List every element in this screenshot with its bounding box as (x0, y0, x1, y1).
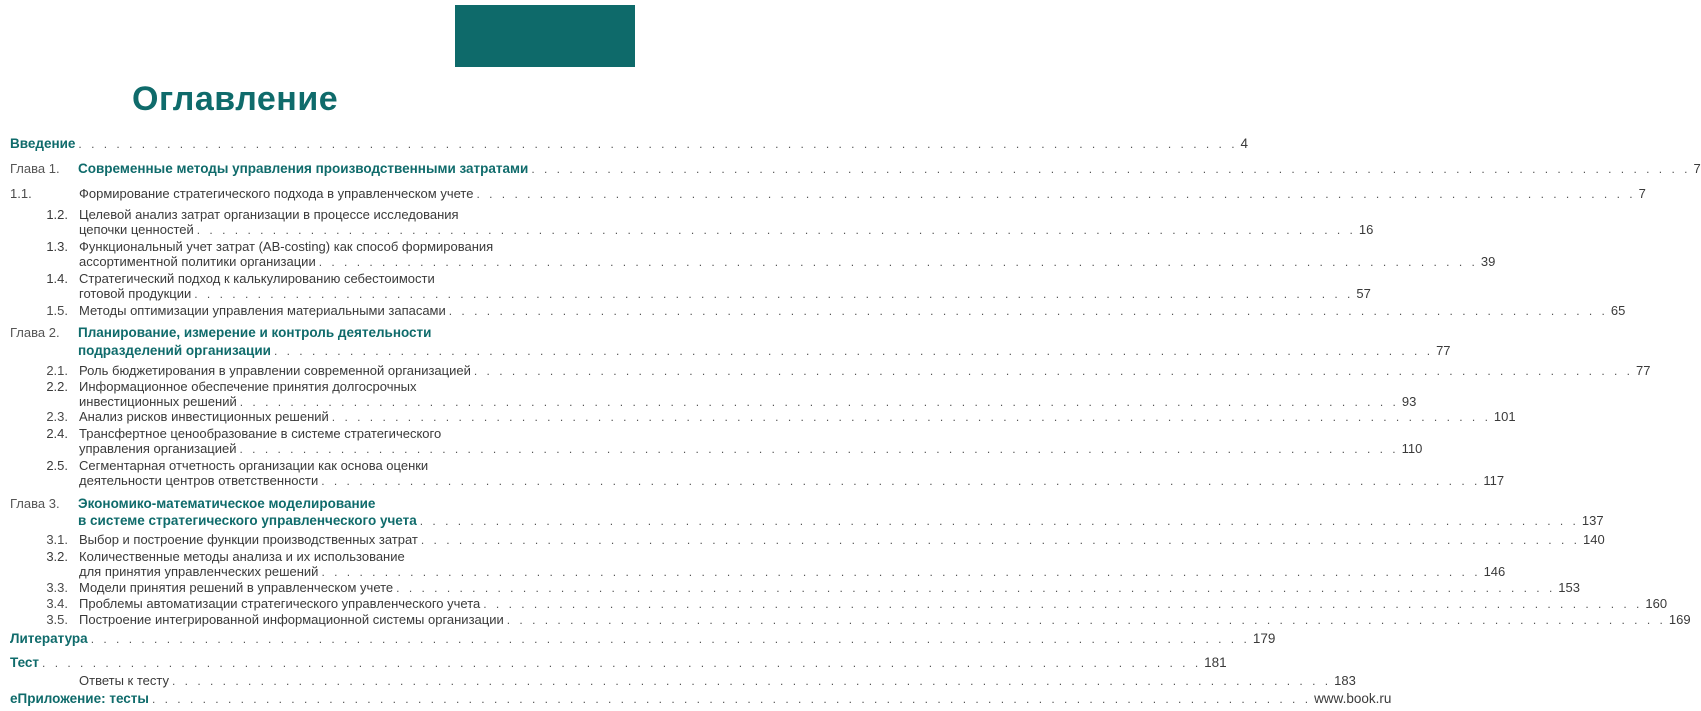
section-title: Трансфертное ценообразование в системе стратегического (79, 426, 442, 441)
leader-dots: . . . . . . . . . . . . . . . . . . . . . . . . . . . . . . . . . . . . . . . . . . . . . . . . . . . . . . . . . . . . . . . . . . . . . . . . . . . . . . . . . . . . . . . . . . . . (318, 255, 1478, 269)
leader-dots: . . . . . . . . . . . . . . . . . . . . . . . . . . . . . . . . . . . . . . . . . . . . . . . . . . . . . . . . . . . . . . . . . . . . . . . . . . . . . . . . . . . . . . . . . . . . (321, 474, 1481, 488)
toc-section-1-4-line1 (38, 272, 435, 286)
page-number: 77 (1636, 363, 1651, 378)
page-number: 77 (1436, 343, 1451, 358)
toc-entry-label: Введение (10, 136, 76, 151)
chapter-title-cont: подразделений организации (78, 343, 271, 358)
section-number: 2.3. (46, 409, 68, 424)
leader-dots: . . . . . . . . . . . . . . . . . . . . . . . . . . . . . . . . . . . . . . . . . . . . . . . . . . . . . . . . . . . . . . . . . . . . . . . . . . . . . . . . . . . . . . . . . . . . (171, 674, 1332, 688)
section-number: 3.4. (46, 596, 68, 611)
appendix-url-link[interactable]: www.book.ru (1314, 691, 1392, 706)
toc-section-3-2-line1 (38, 550, 405, 564)
page-number: 160 (1645, 596, 1668, 611)
toc-section-1-3-line1 (38, 240, 493, 254)
toc-chapter-2[interactable] (78, 343, 1451, 358)
page-number: 65 (1610, 303, 1626, 318)
toc-entry-literature[interactable] (10, 631, 1276, 646)
section-title-cont: управления организацией (79, 441, 237, 456)
section-title: Выбор и построение функции производственных затрат (79, 532, 418, 547)
chapter-number: Глава 2. (10, 325, 60, 340)
page-number: 169 (1668, 612, 1691, 627)
toc-section-3-5[interactable] (38, 612, 1691, 627)
toc-entry-appendix[interactable] (10, 691, 1392, 706)
leader-dots: . . . . . . . . . . . . . . . . . . . . . . . . . . . . . . . . . . . . . . . . . . . . . . . . . . . . . . . . . . . . . . . . . . . . . . . . . . . . . . . . . . . . . . . . . . . . (90, 632, 1250, 646)
leader-dots: . . . . . . . . . . . . . . . . . . . . . . . . . . . . . . . . . . . . . . . . . . . . . . . . . . . . . . . . . . . . . . . . . . . . . . . . . . . . . . . . . . . . . . . . . . . . (42, 656, 1202, 670)
section-title: Целевой анализ затрат организации в процессе исследования (79, 207, 459, 222)
toc-section-3-2[interactable] (79, 564, 1506, 579)
leader-dots: . . . . . . . . . . . . . . . . . . . . . . . . . . . . . . . . . . . . . . . . . . . . . . . . . . . . . . . . . . . . . . . . . . . . . . . . . . . . . . . . . . . . . . . . . . . . (78, 137, 1238, 151)
page-number: 7 (1638, 186, 1646, 201)
section-title-cont: готовой продукции (79, 286, 192, 301)
section-number: 2.5. (46, 458, 68, 473)
section-number: 3.3. (46, 580, 68, 595)
toc-section-2-4[interactable] (79, 441, 1423, 456)
leader-dots: . . . . . . . . . . . . . . . . . . . . . . . . . . . . . . . . . . . . . . . . . . . . . . . . . . . . . . . . . . . . . . . . . . . . . . . . . . . . . . . . . . . . . . . . . . . . (473, 364, 1633, 378)
toc-entry-label: Ответы к тесту (79, 673, 169, 688)
toc-chapter-1[interactable] (10, 161, 1701, 176)
leader-dots: . . . . . . . . . . . . . . . . . . . . . . . . . . . . . . . . . . . . . . . . . . . . . . . . . . . . . . . . . . . . . . . . . . . . . . . . . . . . . . . . . . . . . . . . . . . . (196, 223, 1356, 237)
toc-section-2-5[interactable] (79, 473, 1505, 488)
page-number: 4 (1240, 136, 1249, 151)
leader-dots: . . . . . . . . . . . . . . . . . . . . . . . . . . . . . . . . . . . . . . . . . . . . . . . . . . . . . . . . . . . . . . . . . . . . . . . . . . . . . . . . . . . . . . . . . . . . (483, 597, 1643, 611)
section-title: Функциональный учет затрат (AB-costing) как способ формирования (79, 239, 494, 254)
leader-dots: . . . . . . . . . . . . . . . . . . . . . . . . . . . . . . . . . . . . . . . . . . . . . . . . . . . . . . . . . . . . . . . . . . . . . . . . . . . . . . . . . . . . . . . . . . . . (420, 533, 1580, 547)
page-number: 153 (1558, 580, 1580, 595)
chapter-title: Экономико-математическое моделирование (78, 496, 376, 511)
toc-chapter-3-line1 (10, 497, 375, 511)
page-number: 101 (1493, 409, 1516, 424)
chapter-number: Глава 1. (10, 161, 60, 176)
toc-entry-label: Тест (10, 655, 40, 670)
section-title: Модели принятия решений в управленческом учете (79, 580, 394, 595)
leader-dots: . . . . . . . . . . . . . . . . . . . . . . . . . . . . . . . . . . . . . . . . . . . . . . . . . . . . . . . . . . . . . . . . . . . . . . . . . . . . . . . . . . . . . . . . . . . . (331, 410, 1491, 424)
chapter-title-cont: в системе стратегического управленческого учета (78, 513, 417, 528)
toc-section-1-4[interactable] (79, 286, 1371, 301)
toc-entry-intro[interactable] (10, 136, 1249, 151)
leader-dots: . . . . . . . . . . . . . . . . . . . . . . . . . . . . . . . . . . . . . . . . . . . . . . . . . . . . . . . . . . . . . . . . . . . . . . . . . . . . . . . . . . . . . . . . . . . . (419, 514, 1579, 528)
page-title: Оглавление (132, 80, 339, 118)
chapter-number: Глава 3. (10, 496, 60, 511)
toc-section-2-1[interactable] (38, 363, 1651, 378)
page-number: 183 (1334, 673, 1356, 688)
section-title-cont: цепочки ценностей (79, 222, 194, 237)
section-title: Сегментарная отчетность организации как основа оценки (79, 458, 429, 473)
section-title-cont: инвестиционных решений (79, 394, 237, 409)
toc-section-3-4[interactable] (38, 596, 1668, 611)
section-title-cont: ассортиментной политики организации (79, 254, 316, 269)
toc-entry-label: еПриложение: тесты (10, 691, 149, 706)
header-color-band (455, 5, 635, 67)
toc-entry-test[interactable] (10, 655, 1227, 670)
toc-section-1-5[interactable] (38, 303, 1626, 318)
chapter-title: Планирование, измерение и контроль деятельности (78, 325, 432, 340)
page-number: 146 (1483, 564, 1506, 579)
page-number: 7 (1693, 161, 1701, 176)
section-number: 3.2. (46, 549, 68, 564)
toc-section-1-1[interactable] (10, 186, 1646, 201)
section-title: Информационное обеспечение принятия долгосрочных (79, 379, 417, 394)
page-number: 16 (1358, 222, 1374, 237)
leader-dots: . . . . . . . . . . . . . . . . . . . . . . . . . . . . . . . . . . . . . . . . . . . . . . . . . . . . . . . . . . . . . . . . . . . . . . . . . . . . . . . . . . . . . . . . . . . . (151, 692, 1312, 706)
page-number: 137 (1581, 513, 1604, 528)
leader-dots: . . . . . . . . . . . . . . . . . . . . . . . . . . . . . . . . . . . . . . . . . . . . . . . . . . . . . . . . . . . . . . . . . . . . . . . . . . . . . . . . . . . . . . . . . . . . (476, 187, 1636, 201)
toc-section-2-5-line1 (38, 459, 428, 473)
page-number: 117 (1483, 473, 1505, 488)
section-number: 3.1. (46, 532, 68, 547)
leader-dots: . . . . . . . . . . . . . . . . . . . . . . . . . . . . . . . . . . . . . . . . . . . . . . . . . . . . . . . . . . . . . . . . . . . . . . . . . . . . . . . . . . . . . . . . . . . . (396, 581, 1556, 595)
section-title: Анализ рисков инвестиционных решений (79, 409, 329, 424)
leader-dots: . . . . . . . . . . . . . . . . . . . . . . . . . . . . . . . . . . . . . . . . . . . . . . . . . . . . . . . . . . . . . . . . . . . . . . . . . . . . . . . . . . . . . . . . . . . . (506, 613, 1666, 627)
leader-dots: . . . . . . . . . . . . . . . . . . . . . . . . . . . . . . . . . . . . . . . . . . . . . . . . . . . . . . . . . . . . . . . . . . . . . . . . . . . . . . . . . . . . . . . . . . . . (239, 442, 1399, 456)
section-number: 2.4. (46, 426, 68, 441)
page-number: 140 (1582, 532, 1605, 547)
toc-section-3-1[interactable] (38, 532, 1605, 547)
page-number: 93 (1401, 394, 1417, 409)
section-title: Методы оптимизации управления материальными запасами (79, 303, 446, 318)
section-number: 2.2. (46, 379, 68, 394)
leader-dots: . . . . . . . . . . . . . . . . . . . . . . . . . . . . . . . . . . . . . . . . . . . . . . . . . . . . . . . . . . . . . . . . . . . . . . . . . . . . . . . . . . . . . . . . . . . . (194, 287, 1354, 301)
chapter-title: Современные методы управления производственными затратами (78, 161, 529, 176)
toc-section-3-3[interactable] (38, 580, 1580, 595)
toc-entry-label: Литература (10, 631, 88, 646)
section-title: Проблемы автоматизации стратегического управленческого учета (79, 596, 481, 611)
toc-section-2-4-line1 (38, 427, 441, 441)
section-title: Роль бюджетирования в управлении современной организацией (79, 363, 471, 378)
section-title: Формирование стратегического подхода в управленческом учете (79, 186, 474, 201)
toc-entry-answers[interactable] (79, 673, 1356, 688)
leader-dots: . . . . . . . . . . . . . . . . . . . . . . . . . . . . . . . . . . . . . . . . . . . . . . . . . . . . . . . . . . . . . . . . . . . . . . . . . . . . . . . . . . . . . . . . . . . . (448, 304, 1608, 318)
section-number: 1.4. (46, 271, 68, 286)
toc-chapter-2-line1 (10, 326, 431, 340)
toc-section-2-2[interactable] (79, 394, 1417, 409)
page-number: 110 (1401, 441, 1423, 456)
section-title: Построение интегрированной информационной системы организации (79, 612, 504, 627)
section-number: 2.1. (46, 363, 68, 378)
section-number: 1.1. (10, 186, 32, 201)
leader-dots: . . . . . . . . . . . . . . . . . . . . . . . . . . . . . . . . . . . . . . . . . . . . . . . . . . . . . . . . . . . . . . . . . . . . . . . . . . . . . . . . . . . . . . . . . . . . (273, 344, 1434, 358)
toc-section-1-2-line1 (38, 208, 459, 222)
toc-section-1-2[interactable] (79, 222, 1374, 237)
toc-section-2-3[interactable] (38, 409, 1516, 424)
section-number: 1.3. (46, 239, 68, 254)
section-number: 1.5. (46, 303, 68, 318)
leader-dots: . . . . . . . . . . . . . . . . . . . . . . . . . . . . . . . . . . . . . . . . . . . . . . . . . . . . . . . . . . . . . . . . . . . . . . . . . . . . . . . . . . . . . . . . . . . . (239, 395, 1399, 409)
section-title-cont: для принятия управленческих решений (79, 564, 319, 579)
section-number: 1.2. (46, 207, 68, 222)
toc-section-1-3[interactable] (79, 254, 1496, 269)
toc-chapter-3[interactable] (78, 513, 1604, 528)
section-title: Стратегический подход к калькулированию себестоимости (79, 271, 435, 286)
page-number: 57 (1356, 286, 1371, 301)
section-number: 3.5. (46, 612, 68, 627)
toc-section-2-2-line1 (38, 380, 417, 394)
section-title-cont: деятельности центров ответственности (79, 473, 319, 488)
section-title: Количественные методы анализа и их использование (79, 549, 405, 564)
page-number: 39 (1480, 254, 1496, 269)
page-number: 179 (1252, 631, 1276, 646)
leader-dots: . . . . . . . . . . . . . . . . . . . . . . . . . . . . . . . . . . . . . . . . . . . . . . . . . . . . . . . . . . . . . . . . . . . . . . . . . . . . . . . . . . . . . . . . . . . . (321, 565, 1481, 579)
page-number: 181 (1204, 655, 1227, 670)
leader-dots: . . . . . . . . . . . . . . . . . . . . . . . . . . . . . . . . . . . . . . . . . . . . . . . . . . . . . . . . . . . . . . . . . . . . . . . . . . . . . . . . . . . . . . . . . . . . (531, 162, 1691, 176)
